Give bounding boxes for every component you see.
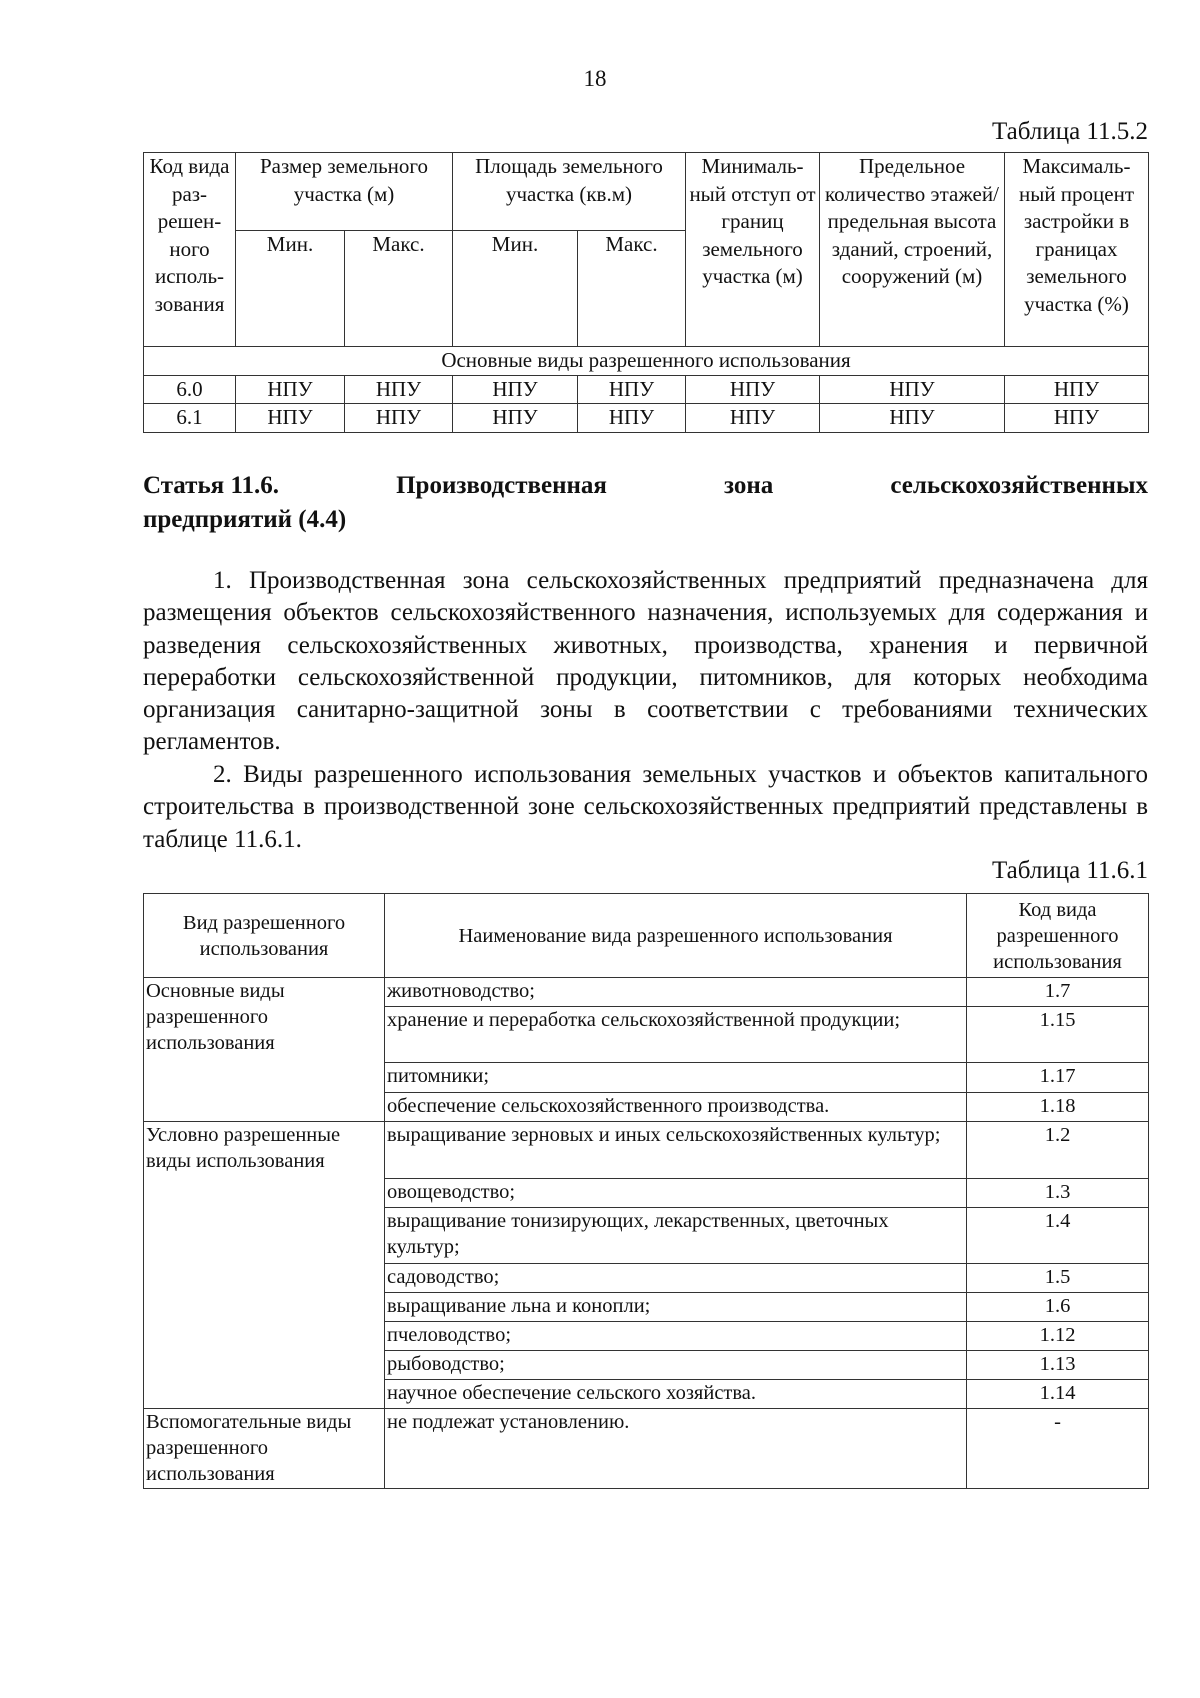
header-area-max: Макс. (578, 231, 686, 347)
use-name: овощеводство; (385, 1179, 967, 1208)
heading-part: Производственная (396, 472, 607, 499)
heading-part: Статья 11.6. (143, 472, 280, 499)
use-name: научное обеспечение сельского хозяйства. (385, 1380, 967, 1409)
table-6-1 (143, 893, 1149, 1489)
table-row (144, 1122, 1149, 1179)
cell: НПУ (345, 375, 453, 404)
cell: НПУ (453, 404, 578, 433)
use-name: рыбоводство; (385, 1351, 967, 1380)
use-name: хранение и переработка сельскохозяйственной продукции; (385, 1007, 967, 1063)
cell: НПУ (686, 375, 820, 404)
use-code: 1.12 (967, 1322, 1149, 1351)
header-area: Площадь земельного участка (кв.м) (453, 153, 686, 231)
cell: 6.0 (144, 375, 236, 404)
table-row (144, 404, 1149, 433)
use-code: - (967, 1409, 1149, 1489)
use-name: не подлежат установлению. (385, 1409, 967, 1489)
header-name: Наименование вида разрешенного использования (385, 894, 967, 978)
header-size-min: Мин. (236, 231, 345, 347)
table-5-2-caption: Таблица 11.5.2 (992, 118, 1148, 145)
heading-part: зона (724, 472, 774, 499)
cell: НПУ (236, 404, 345, 433)
group-label: Условно разрешенные виды использования (144, 1122, 385, 1409)
group-label: Основные виды разрешенного использования (144, 978, 385, 1122)
cell: НПУ (236, 375, 345, 404)
use-name: выращивание льна и конопли; (385, 1293, 967, 1322)
cell: НПУ (820, 404, 1005, 433)
table-row (144, 978, 1149, 1007)
header-size-max: Макс. (345, 231, 453, 347)
use-name: садоводство; (385, 1264, 967, 1293)
use-name: обеспечение сельскохозяйственного производства. (385, 1093, 967, 1122)
header-code: Код вида разрешенного использования (967, 894, 1149, 978)
group-label: Вспомогательные виды разрешенного использования (144, 1409, 385, 1489)
use-code: 1.13 (967, 1351, 1149, 1380)
cell: НПУ (1005, 404, 1149, 433)
header-size: Размер земельного участка (м) (236, 153, 453, 231)
use-code: 1.17 (967, 1063, 1149, 1093)
header-code: Код вида раз-решен-ного исполь-зования (144, 153, 236, 347)
cell: 6.1 (144, 404, 236, 433)
cell: НПУ (578, 375, 686, 404)
table-6-1-caption: Таблица 11.6.1 (992, 857, 1148, 884)
use-name: пчеловодство; (385, 1322, 967, 1351)
section-row: Основные виды разрешенного использования (144, 347, 1149, 376)
use-code: 1.14 (967, 1380, 1149, 1409)
use-name: питомники; (385, 1063, 967, 1093)
use-name: выращивание тонизирующих, лекарственных, цветочных культур; (385, 1208, 967, 1264)
use-code: 1.4 (967, 1208, 1149, 1264)
table-row (144, 375, 1149, 404)
header-floors: Предельное количество этажей/ предельная высота зданий, строений, сооружений (м) (820, 153, 1005, 347)
use-code: 1.3 (967, 1179, 1149, 1208)
use-name: животноводство; (385, 978, 967, 1007)
use-code: 1.5 (967, 1264, 1149, 1293)
header-offset: Минималь-ный отступ от границ земельного участка (м) (686, 153, 820, 347)
table-5-2 (143, 152, 1149, 433)
cell: НПУ (820, 375, 1005, 404)
table-row (144, 1409, 1149, 1489)
use-code: 1.2 (967, 1122, 1149, 1179)
cell: НПУ (345, 404, 453, 433)
use-code: 1.7 (967, 978, 1149, 1007)
cell: НПУ (578, 404, 686, 433)
use-name: выращивание зерновых и иных сельскохозяйственных культур; (385, 1122, 967, 1179)
article-heading (143, 469, 1148, 537)
page-number: 18 (583, 66, 607, 91)
paragraph-1: 1. Производственная зона сельскохозяйственных предприятий предназначена для размещения объектов сельскохозяйственного назначения, используемых для содержания и разведения сельскохозяйственных животных, производства, хранения и первичной переработки сельскохозяйственной продукции, питомников, для которых необходима организация санитарно-защитной зоны в соответствии с требованиями технических регламентов. (143, 567, 1148, 756)
cell: НПУ (453, 375, 578, 404)
heading-part: сельскохозяйственных (890, 472, 1148, 499)
header-type: Вид разрешенного использования (144, 894, 385, 978)
cell: НПУ (1005, 375, 1149, 404)
paragraph-2: 2. Виды разрешенного использования земельных участков и объектов капитального строительства в производственной зоне сельскохозяйственных предприятий представлены в таблице 11.6.1. (143, 761, 1148, 853)
use-code: 1.6 (967, 1293, 1149, 1322)
header-percent: Максималь-ный процент застройки в границах земельного участка (%) (1005, 153, 1149, 347)
header-area-min: Мин. (453, 231, 578, 347)
use-code: 1.15 (967, 1007, 1149, 1063)
use-code: 1.18 (967, 1093, 1149, 1122)
cell: НПУ (686, 404, 820, 433)
heading-line-2: предприятий (4.4) (143, 506, 347, 533)
